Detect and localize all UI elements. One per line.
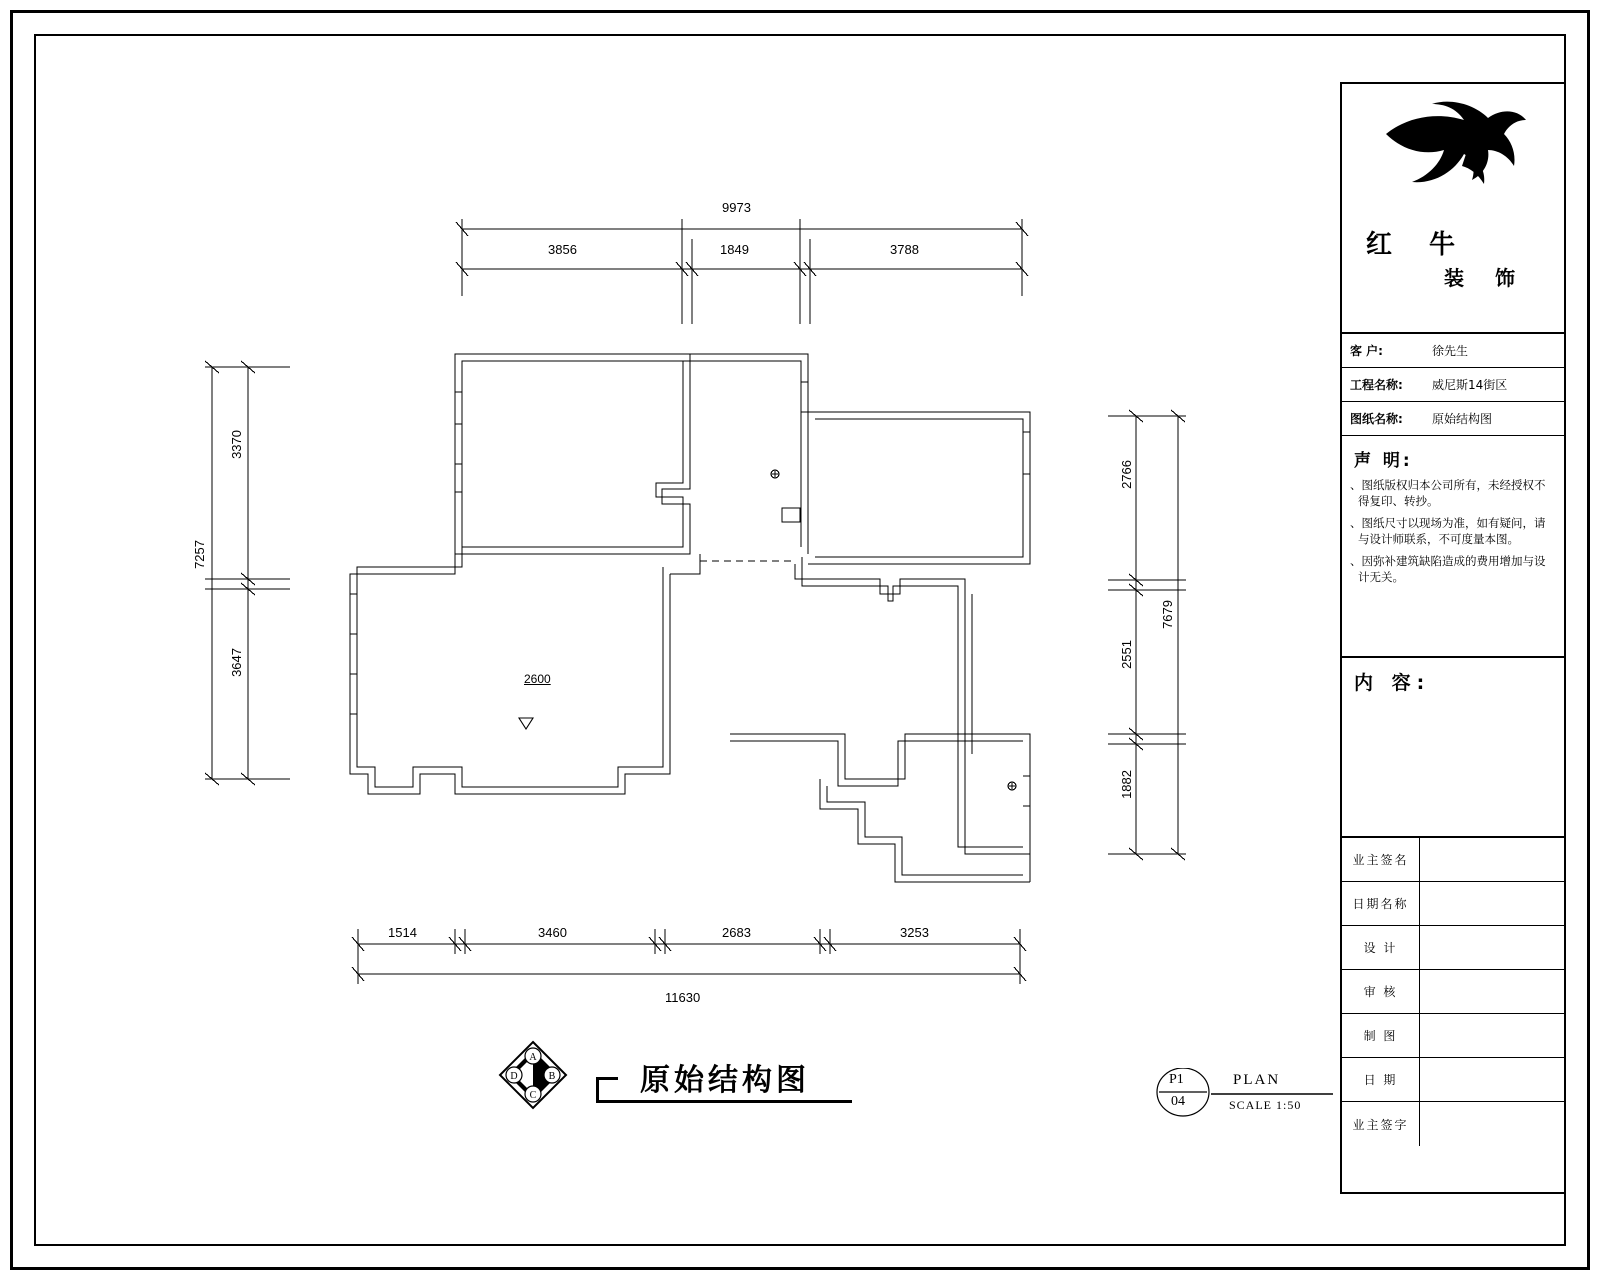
sign-row-owner-value[interactable] bbox=[1420, 838, 1564, 881]
dim-bottom-seg-1: 1514 bbox=[388, 925, 417, 940]
field-drawing bbox=[1342, 402, 1564, 436]
field-drawing-label: 图纸名称: bbox=[1350, 412, 1403, 426]
sign-row-date-name-value[interactable] bbox=[1420, 882, 1564, 925]
title-tick-horizontal bbox=[596, 1077, 618, 1080]
sign-row-drafter-label: 制 图 bbox=[1342, 1014, 1420, 1057]
field-project bbox=[1342, 368, 1564, 402]
sign-row-designer bbox=[1342, 926, 1564, 970]
sign-row-owner-signature-label: 业主签字 bbox=[1342, 1102, 1420, 1146]
compass-rose bbox=[498, 1040, 568, 1110]
dim-top-seg-3: 3788 bbox=[890, 242, 919, 257]
sign-row-date bbox=[1342, 1058, 1564, 1102]
sheet-number-stamp bbox=[1155, 1068, 1335, 1120]
field-drawing-value: 原始结构图 bbox=[1432, 412, 1493, 426]
sheet-number: P1 bbox=[1169, 1072, 1184, 1087]
dim-bottom-seg-2: 3460 bbox=[538, 925, 567, 940]
sign-row-date-value[interactable] bbox=[1420, 1058, 1564, 1101]
plan-title: 原始结构图 bbox=[640, 1063, 810, 1098]
sheet-index: 04 bbox=[1171, 1094, 1185, 1109]
sign-row-owner-signature-value[interactable] bbox=[1420, 1102, 1564, 1146]
dim-left-total: 7257 bbox=[192, 540, 207, 569]
dim-bottom-seg-3: 2683 bbox=[722, 925, 751, 940]
plan-label: PLAN bbox=[1233, 1072, 1281, 1088]
dim-top-seg-2: 1849 bbox=[720, 242, 749, 257]
sign-row-reviewer-value[interactable] bbox=[1420, 970, 1564, 1013]
dim-top-total: 9973 bbox=[722, 200, 751, 215]
field-project-label: 工程名称: bbox=[1350, 378, 1403, 392]
sign-row-designer-value[interactable] bbox=[1420, 926, 1564, 969]
dim-right-seg-1: 2766 bbox=[1119, 460, 1134, 489]
declaration-title: 声 明: bbox=[1354, 451, 1413, 471]
declaration-item-2: 、图纸尺寸以现场为准，如有疑问，请与设计师联系，不可度量本图。 bbox=[1350, 516, 1546, 546]
field-client-value: 徐先生 bbox=[1432, 344, 1469, 358]
svg-text:D: D bbox=[510, 1071, 518, 1082]
content-panel bbox=[1342, 668, 1564, 838]
bull-logo-icon bbox=[1378, 98, 1528, 218]
sign-row-designer-label: 设 计 bbox=[1342, 926, 1420, 969]
field-project-value: 威尼斯14街区 bbox=[1432, 378, 1508, 392]
sign-row-drafter bbox=[1342, 1014, 1564, 1058]
field-client-label: 客 户: bbox=[1350, 344, 1383, 358]
dim-right-seg-3: 1882 bbox=[1119, 770, 1134, 799]
scale-label: SCALE 1:50 bbox=[1229, 1098, 1302, 1112]
brand-name-line2: 装 饰 bbox=[1444, 266, 1527, 290]
field-client bbox=[1342, 334, 1564, 368]
brand-name-line1: 红 牛 bbox=[1366, 230, 1470, 260]
sign-row-owner bbox=[1342, 838, 1564, 882]
dim-bottom-seg-4: 3253 bbox=[900, 925, 929, 940]
ceiling-height-label: 2600 bbox=[524, 672, 551, 686]
sign-row-date-name bbox=[1342, 882, 1564, 926]
svg-text:C: C bbox=[529, 1090, 537, 1101]
sign-row-reviewer bbox=[1342, 970, 1564, 1014]
ceiling-height-marker bbox=[519, 718, 533, 729]
title-block bbox=[1340, 82, 1566, 1194]
plan-title-underline bbox=[596, 1100, 852, 1103]
sign-row-drafter-value[interactable] bbox=[1420, 1014, 1564, 1057]
sign-row-owner-signature bbox=[1342, 1102, 1564, 1146]
sign-row-date-label: 日 期 bbox=[1342, 1058, 1420, 1101]
dim-right-seg-2: 2551 bbox=[1119, 640, 1134, 669]
sign-row-owner-label: 业主签名 bbox=[1342, 838, 1420, 881]
dim-top-seg-1: 3856 bbox=[548, 242, 577, 257]
sign-row-date-name-label: 日期名称 bbox=[1342, 882, 1420, 925]
dim-right-total: 7679 bbox=[1160, 600, 1175, 629]
logo-panel bbox=[1342, 84, 1564, 334]
declaration-panel bbox=[1342, 436, 1564, 658]
svg-text:A: A bbox=[529, 1052, 537, 1063]
dim-bottom-total: 11630 bbox=[665, 990, 701, 1005]
declaration-item-3: 、因弥补建筑缺陷造成的费用增加与设计无关。 bbox=[1350, 554, 1546, 584]
sign-row-reviewer-label: 审 核 bbox=[1342, 970, 1420, 1013]
dim-left-seg-2: 3647 bbox=[229, 648, 244, 677]
dim-left-seg-1: 3370 bbox=[229, 430, 244, 459]
declaration-item-1: 、图纸版权归本公司所有，未经授权不得复印、转抄。 bbox=[1350, 478, 1546, 508]
content-title: 内 容: bbox=[1354, 672, 1431, 694]
svg-text:B: B bbox=[548, 1071, 556, 1082]
